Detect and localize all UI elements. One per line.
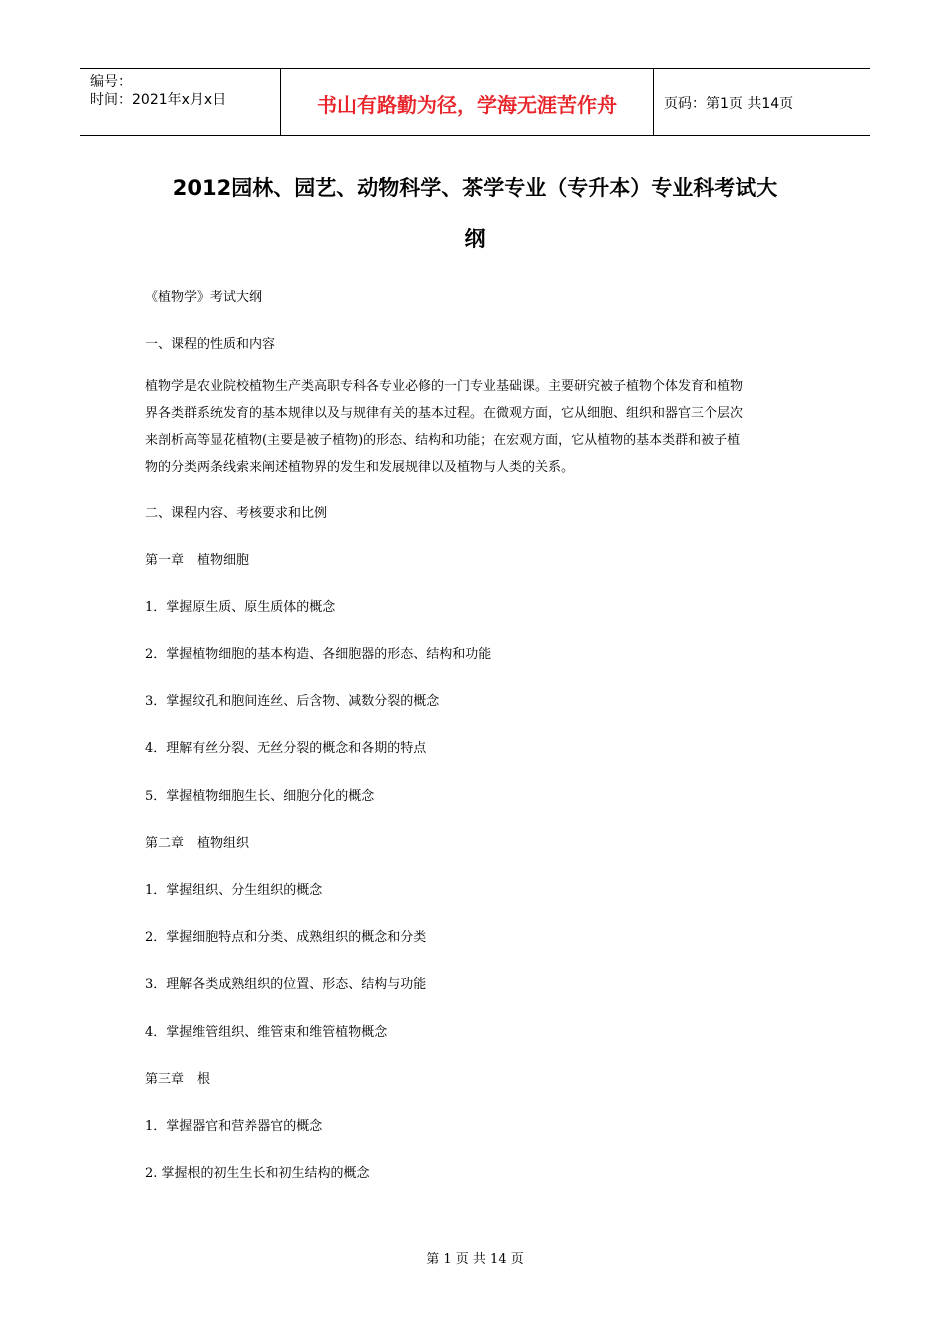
page-footer: 第 1 页 共 14 页 [426, 1252, 524, 1267]
section-heading-2: 二、课程内容、考核要求和比例 [145, 506, 328, 521]
intro-paragraph [145, 373, 815, 481]
header-motto-cell [281, 69, 654, 135]
intro-line: 物的分类两条线索来阐述植物界的发生和发展规律以及植物与人类的关系。 [145, 460, 575, 475]
chapter-heading-2: 第二章 植物组织 [145, 836, 250, 851]
list-item: 1．掌握器官和营养器官的概念 [145, 1119, 323, 1134]
list-item: 4．掌握维管组织、维管束和维管植物概念 [145, 1025, 388, 1040]
list-item: 1．掌握组织、分生组织的概念 [145, 883, 323, 898]
intro-line: 来剖析高等显花植物(主要是被子植物)的形态、结构和功能；在宏观方面，它从植物的基本类群和被子植 [145, 433, 741, 448]
list-item: 4．理解有丝分裂、无丝分裂的概念和各期的特点 [145, 741, 427, 756]
page-info: 页码：第1页 共14页 [664, 96, 794, 112]
list-item: 3．理解各类成熟组织的位置、形态、结构与功能 [145, 977, 427, 992]
document-title-line1: 2012园林、园艺、动物科学、茶学专业（专升本）专业科考试大 [172, 176, 778, 200]
chapter-heading-3: 第三章 根 [145, 1072, 211, 1087]
list-item: 2. 掌握根的初生生长和初生结构的概念 [145, 1166, 370, 1181]
motto-text: 书山有路勤为径，学海无涯苦作舟 [317, 92, 617, 117]
syllabus-subtitle: 《植物学》考试大纲 [145, 290, 263, 305]
list-item: 3．掌握纹孔和胞间连丝、后含物、减数分裂的概念 [145, 694, 440, 709]
list-item: 2．掌握细胞特点和分类、成熟组织的概念和分类 [145, 930, 427, 945]
header-page-cell [654, 69, 870, 135]
header-table [80, 68, 870, 136]
chapter-heading-1: 第一章 植物细胞 [145, 553, 250, 568]
intro-line: 界各类群系统发育的基本规律以及与规律有关的基本过程。在微观方面，它从细胞、组织和器官三个层次 [145, 406, 744, 421]
list-item: 1．掌握原生质、原生质体的概念 [145, 600, 336, 615]
header-meta-cell [80, 69, 281, 135]
list-item: 2．掌握植物细胞的基本构造、各细胞器的形态、结构和功能 [145, 647, 492, 662]
document-title-line2: 纲 [464, 227, 486, 251]
time-label: 时间：2021年x月x日 [90, 92, 227, 108]
list-item: 5．掌握植物细胞生长、细胞分化的概念 [145, 789, 375, 804]
intro-line: 植物学是农业院校植物生产类高职专科各专业必修的一门专业基础课。主要研究被子植物个体发育和植物 [145, 379, 744, 394]
number-label: 编号： [90, 74, 132, 90]
section-heading-1: 一、课程的性质和内容 [145, 337, 276, 352]
